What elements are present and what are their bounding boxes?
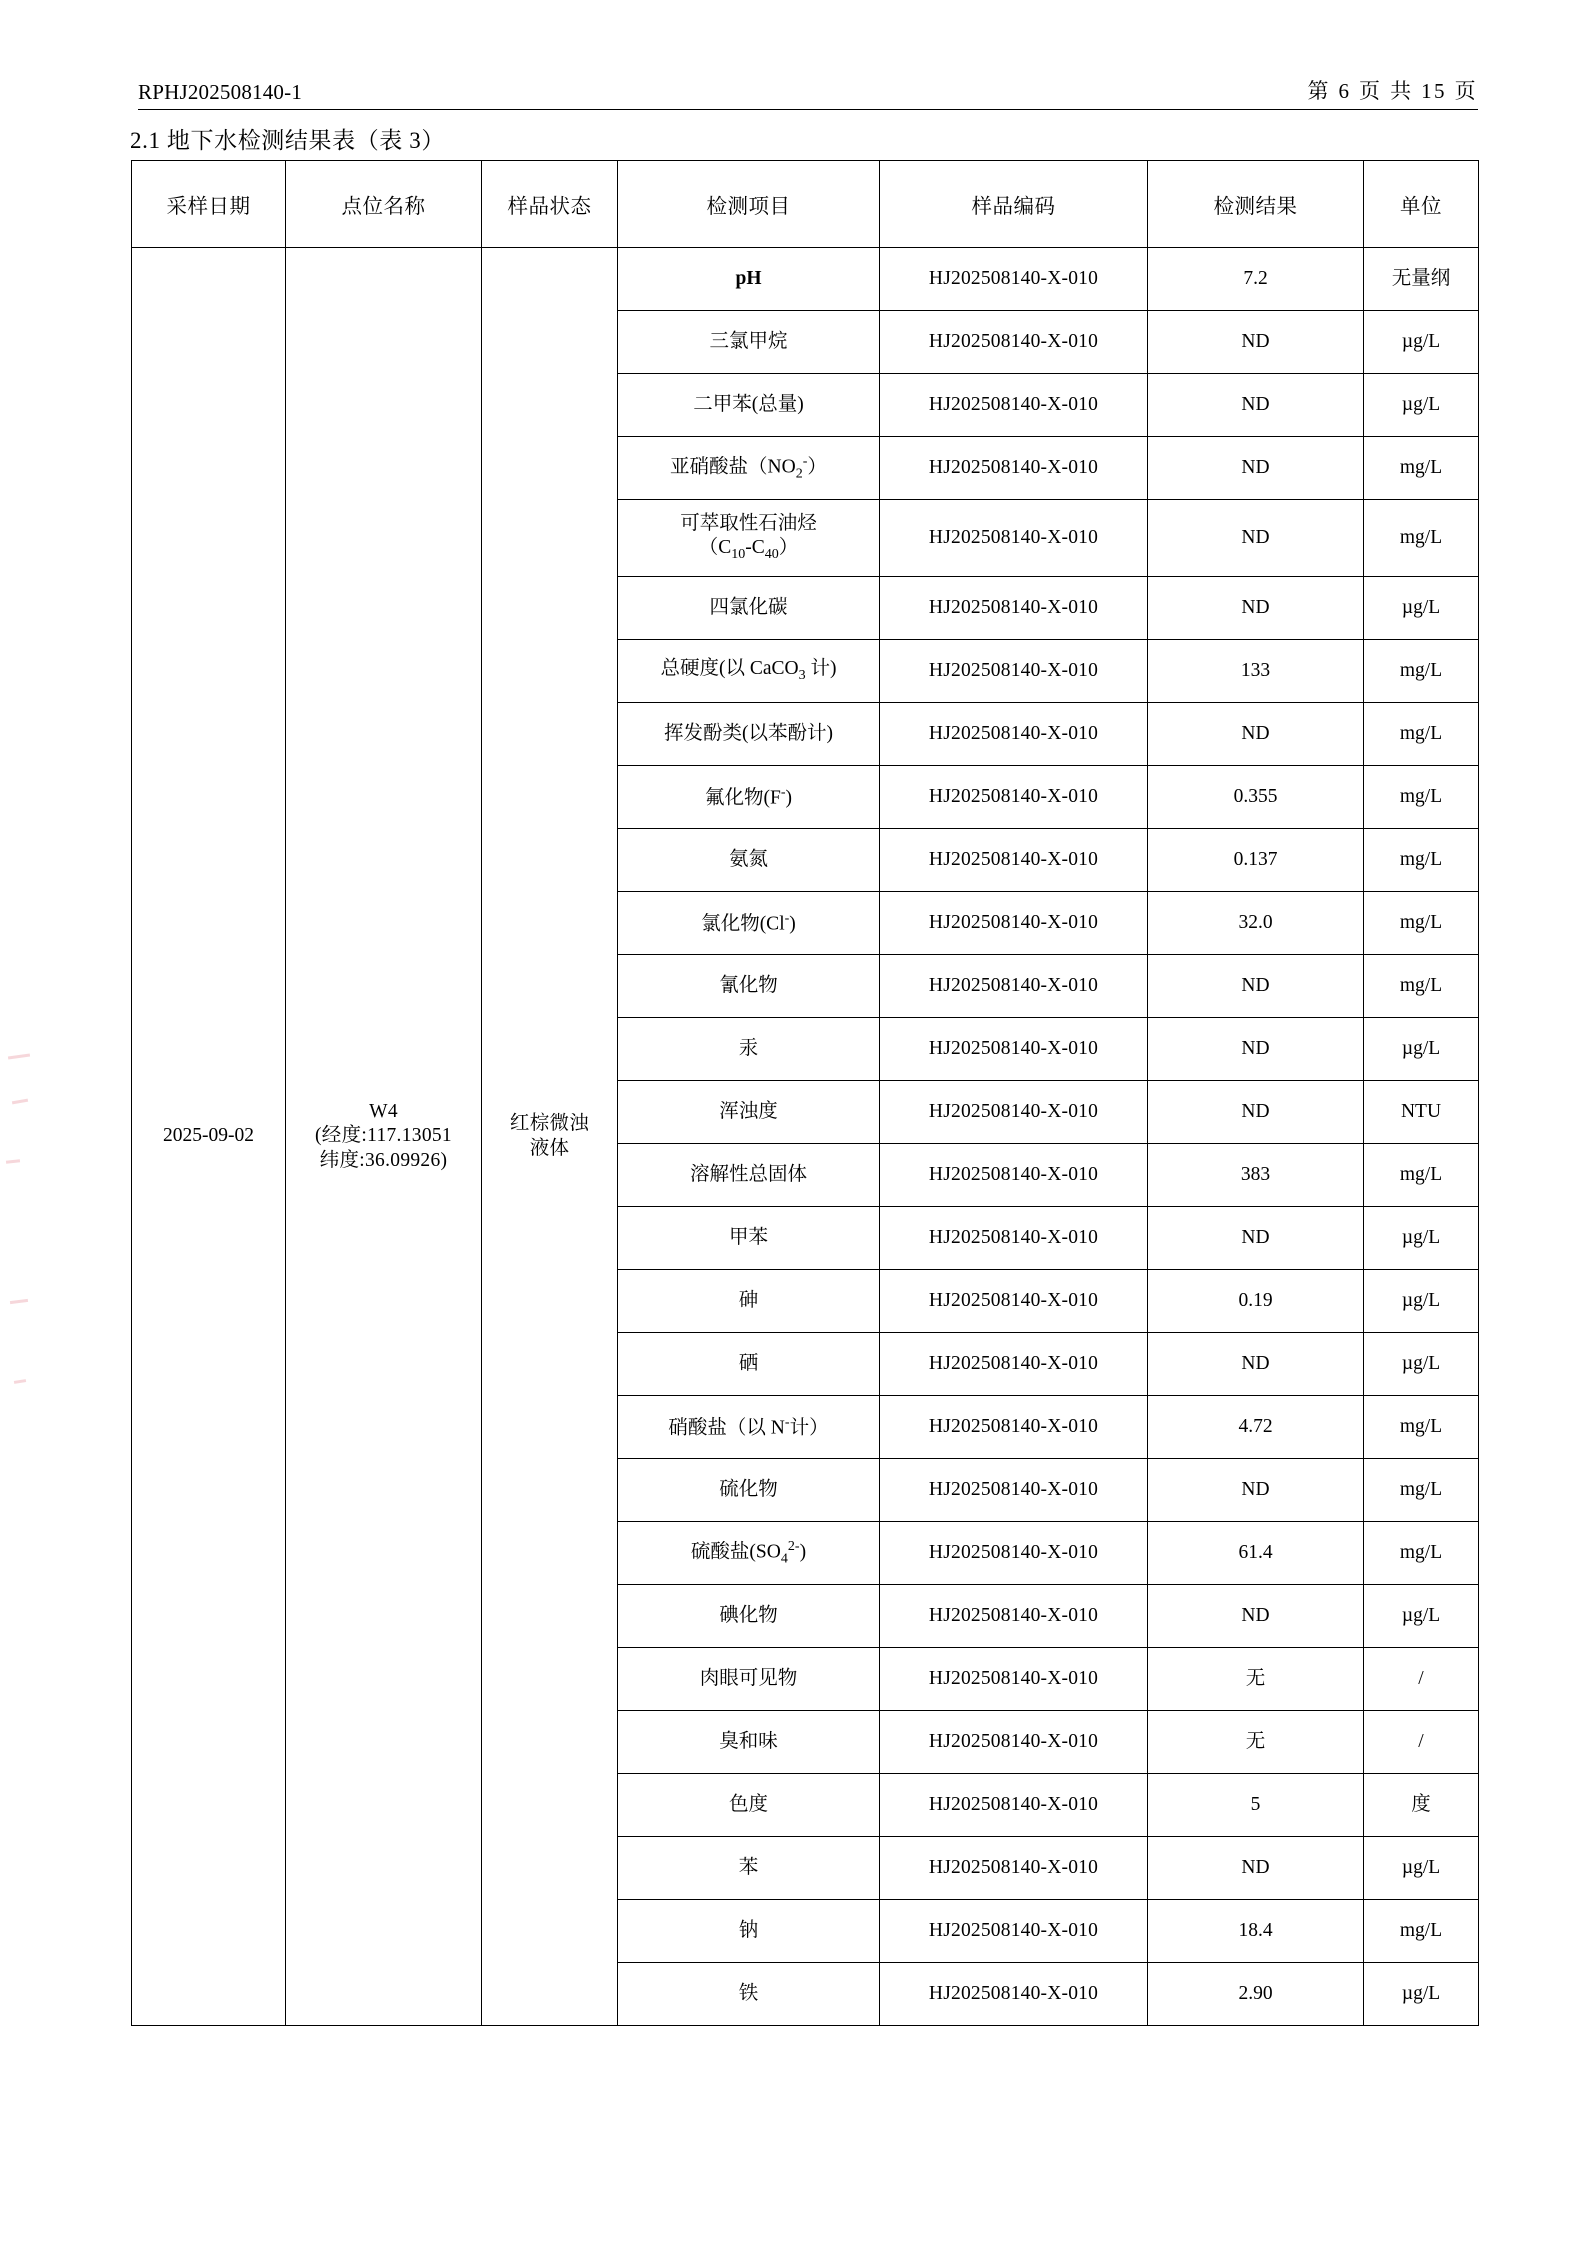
cell-result: 4.72 (1148, 1396, 1364, 1459)
cell-test-item: 四氯化碳 (618, 577, 880, 640)
cell-sample-code: HJ202508140-X-010 (880, 1585, 1148, 1648)
cell-result: 61.4 (1148, 1522, 1364, 1585)
cell-unit: mg/L (1364, 1522, 1479, 1585)
cell-unit: 度 (1364, 1774, 1479, 1837)
cell-result: 7.2 (1148, 248, 1364, 311)
cell-result: 无 (1148, 1648, 1364, 1711)
cell-test-item: 硝酸盐（以 N-计） (618, 1396, 880, 1459)
cell-result: 无 (1148, 1711, 1364, 1774)
cell-unit: mg/L (1364, 1459, 1479, 1522)
cell-sample-code: HJ202508140-X-010 (880, 766, 1148, 829)
cell-unit: mg/L (1364, 1900, 1479, 1963)
cell-sample-code: HJ202508140-X-010 (880, 1774, 1148, 1837)
cell-result: 0.355 (1148, 766, 1364, 829)
cell-test-item: 硫化物 (618, 1459, 880, 1522)
cell-test-item: 挥发酚类(以苯酚计) (618, 703, 880, 766)
cell-sample-code: HJ202508140-X-010 (880, 892, 1148, 955)
cell-test-item: 亚硝酸盐$(NO_2^-)$ (618, 437, 880, 500)
cell-result: ND (1148, 1081, 1364, 1144)
cell-sample-code: HJ202508140-X-010 (880, 311, 1148, 374)
cell-test-item: 可萃取性石油烃 $(C_{10}-C_{40})$ (618, 500, 880, 577)
scan-artifact (6, 1159, 20, 1163)
report-number: RPHJ202508140-1 (138, 80, 303, 104)
cell-sample-code: HJ202508140-X-010 (880, 1081, 1148, 1144)
results-table-wrapper (131, 160, 1478, 2026)
cell-sample-state: 红棕微浊 液体 (482, 248, 618, 2026)
cell-test-item: 氟化物(F-) (618, 766, 880, 829)
cell-test-item: 浑浊度 (618, 1081, 880, 1144)
cell-test-item: 总硬度(以 CaCO$_3$ 计) (618, 640, 880, 703)
cell-sample-code: HJ202508140-X-010 (880, 1207, 1148, 1270)
cell-unit: mg/L (1364, 703, 1479, 766)
cell-result: ND (1148, 1018, 1364, 1081)
cell-unit: 无量纲 (1364, 248, 1479, 311)
cell-site-name: W4 (经度:117.13051 纬度:36.09926) (286, 248, 482, 2026)
cell-test-item: 甲苯 (618, 1207, 880, 1270)
cell-unit: mg/L (1364, 892, 1479, 955)
cell-sample-code: HJ202508140-X-010 (880, 1648, 1148, 1711)
table-row (132, 248, 1479, 311)
cell-result: ND (1148, 374, 1364, 437)
cell-sample-code: HJ202508140-X-010 (880, 955, 1148, 1018)
table-header-row (132, 161, 1479, 248)
cell-sample-code: HJ202508140-X-010 (880, 1963, 1148, 2026)
section-title: 2.1 地下水检测结果表（表 3） (130, 128, 445, 153)
cell-sample-code: HJ202508140-X-010 (880, 248, 1148, 311)
scan-artifact (12, 1099, 28, 1105)
cell-result: 2.90 (1148, 1963, 1364, 2026)
cell-unit: mg/L (1364, 1396, 1479, 1459)
cell-result: ND (1148, 1333, 1364, 1396)
page-number: 第 6 页 共 15 页 (1307, 79, 1478, 103)
cell-result: 32.0 (1148, 892, 1364, 955)
cell-sample-code: HJ202508140-X-010 (880, 1459, 1148, 1522)
cell-sample-code: HJ202508140-X-010 (880, 1900, 1148, 1963)
col-header-result: 检测结果 (1148, 161, 1364, 248)
cell-result: ND (1148, 1585, 1364, 1648)
cell-sample-code: HJ202508140-X-010 (880, 640, 1148, 703)
col-header-sample-code: 样品编码 (880, 161, 1148, 248)
cell-unit: µg/L (1364, 374, 1479, 437)
cell-sample-code: HJ202508140-X-010 (880, 1522, 1148, 1585)
cell-result: ND (1148, 311, 1364, 374)
cell-test-item: pH (618, 248, 880, 311)
cell-result: ND (1148, 437, 1364, 500)
table-head (132, 161, 1479, 248)
cell-test-item: 色度 (618, 1774, 880, 1837)
cell-unit: µg/L (1364, 1207, 1479, 1270)
cell-sample-code: HJ202508140-X-010 (880, 577, 1148, 640)
cell-sample-code: HJ202508140-X-010 (880, 1018, 1148, 1081)
cell-sample-code: HJ202508140-X-010 (880, 500, 1148, 577)
cell-result: ND (1148, 1837, 1364, 1900)
cell-result: ND (1148, 1207, 1364, 1270)
cell-test-item: 氯化物(Cl-) (618, 892, 880, 955)
col-header-sample-state: 样品状态 (482, 161, 618, 248)
cell-unit: mg/L (1364, 500, 1479, 577)
cell-result: ND (1148, 577, 1364, 640)
cell-result: ND (1148, 703, 1364, 766)
cell-result: 18.4 (1148, 1900, 1364, 1963)
cell-unit: µg/L (1364, 1333, 1479, 1396)
cell-unit: µg/L (1364, 311, 1479, 374)
cell-test-item: 苯 (618, 1837, 880, 1900)
scan-artifact (8, 1053, 30, 1059)
cell-test-item: 铁 (618, 1963, 880, 2026)
cell-sample-code: HJ202508140-X-010 (880, 829, 1148, 892)
cell-result: ND (1148, 500, 1364, 577)
cell-unit: mg/L (1364, 1144, 1479, 1207)
cell-test-item: 肉眼可见物 (618, 1648, 880, 1711)
cell-unit: µg/L (1364, 1585, 1479, 1648)
cell-test-item: 汞 (618, 1018, 880, 1081)
cell-sample-code: HJ202508140-X-010 (880, 1144, 1148, 1207)
cell-sample-date: 2025-09-02 (132, 248, 286, 2026)
cell-test-item: 硒 (618, 1333, 880, 1396)
cell-result: 133 (1148, 640, 1364, 703)
cell-result: ND (1148, 1459, 1364, 1522)
cell-test-item: 二甲苯(总量) (618, 374, 880, 437)
cell-test-item: 氰化物 (618, 955, 880, 1018)
cell-unit: µg/L (1364, 1963, 1479, 2026)
cell-unit: / (1364, 1711, 1479, 1774)
cell-unit: µg/L (1364, 1837, 1479, 1900)
cell-unit: µg/L (1364, 1270, 1479, 1333)
col-header-site-name: 点位名称 (286, 161, 482, 248)
cell-sample-code: HJ202508140-X-010 (880, 1396, 1148, 1459)
cell-result: 0.19 (1148, 1270, 1364, 1333)
col-header-test-item: 检测项目 (618, 161, 880, 248)
cell-test-item: 臭和味 (618, 1711, 880, 1774)
cell-result: 383 (1148, 1144, 1364, 1207)
cell-test-item: 砷 (618, 1270, 880, 1333)
page-header (138, 72, 1478, 110)
cell-test-item: 氨氮 (618, 829, 880, 892)
cell-result: ND (1148, 955, 1364, 1018)
scan-artifact (10, 1299, 28, 1304)
cell-test-item: 溶解性总固体 (618, 1144, 880, 1207)
cell-test-item: 碘化物 (618, 1585, 880, 1648)
cell-result: 5 (1148, 1774, 1364, 1837)
col-header-sample-date: 采样日期 (132, 161, 286, 248)
scan-artifact (14, 1379, 26, 1384)
cell-unit: mg/L (1364, 829, 1479, 892)
cell-unit: / (1364, 1648, 1479, 1711)
cell-sample-code: HJ202508140-X-010 (880, 1837, 1148, 1900)
cell-test-item: 钠 (618, 1900, 880, 1963)
cell-result: 0.137 (1148, 829, 1364, 892)
cell-unit: µg/L (1364, 1018, 1479, 1081)
cell-unit: mg/L (1364, 437, 1479, 500)
cell-test-item: 三氯甲烷 (618, 311, 880, 374)
cell-unit: NTU (1364, 1081, 1479, 1144)
cell-sample-code: HJ202508140-X-010 (880, 437, 1148, 500)
table-body (132, 248, 1479, 2026)
cell-sample-code: HJ202508140-X-010 (880, 703, 1148, 766)
cell-unit: mg/L (1364, 766, 1479, 829)
groundwater-results-table (131, 160, 1479, 2026)
col-header-unit: 单位 (1364, 161, 1479, 248)
cell-test-item: 硫酸盐$(SO_4^{2-})$ (618, 1522, 880, 1585)
cell-unit: mg/L (1364, 955, 1479, 1018)
cell-sample-code: HJ202508140-X-010 (880, 1270, 1148, 1333)
cell-unit: mg/L (1364, 640, 1479, 703)
cell-sample-code: HJ202508140-X-010 (880, 374, 1148, 437)
cell-sample-code: HJ202508140-X-010 (880, 1333, 1148, 1396)
cell-unit: µg/L (1364, 577, 1479, 640)
cell-sample-code: HJ202508140-X-010 (880, 1711, 1148, 1774)
